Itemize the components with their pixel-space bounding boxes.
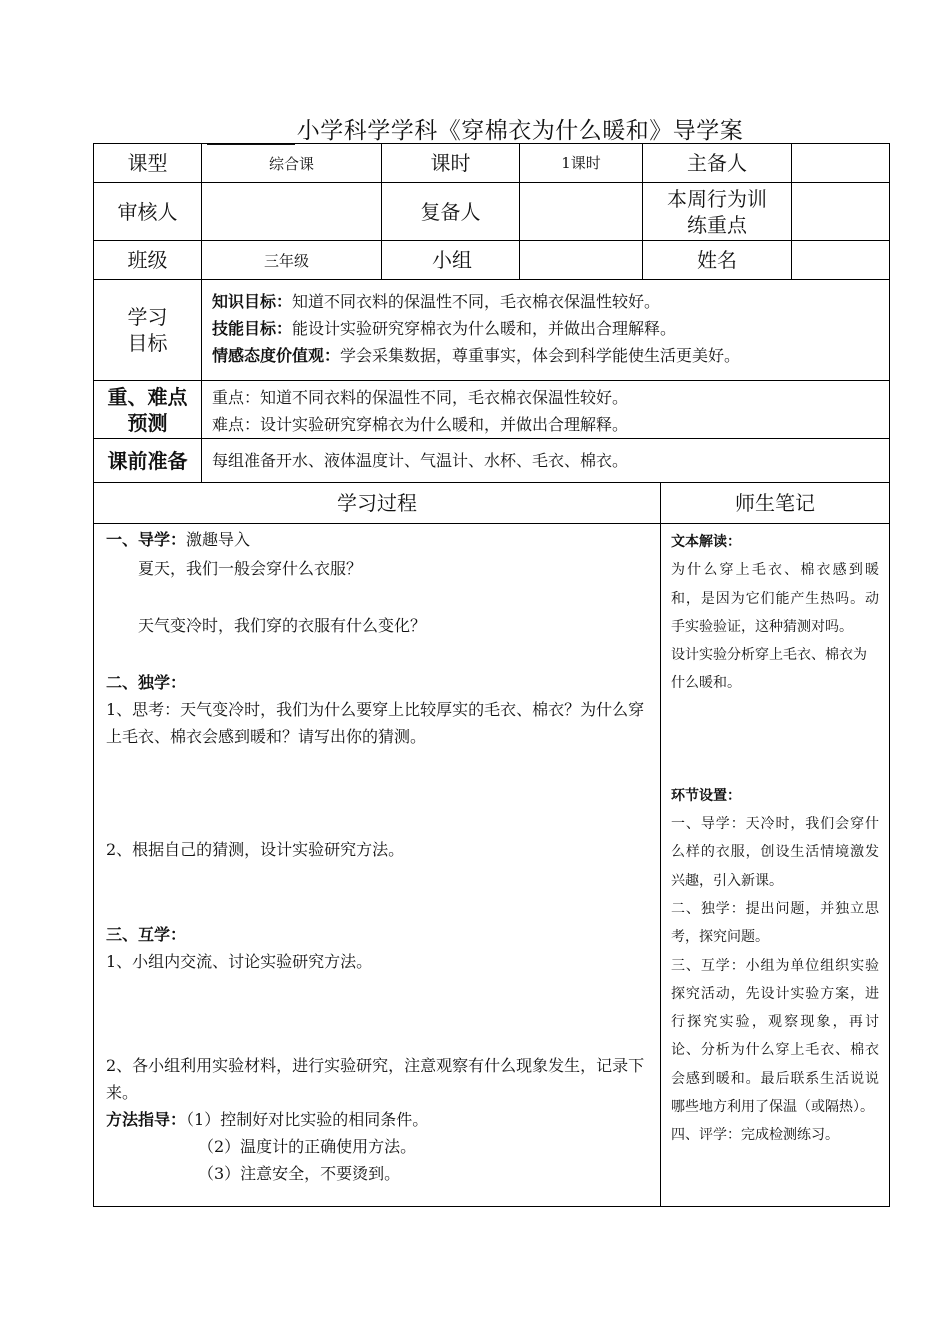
info-label-type: 课型 xyxy=(93,143,202,183)
prep-content: 每组准备开水、液体温度计、气温计、水杯、毛衣、棉衣。 xyxy=(201,438,890,483)
notes-body: 文本解读： 为什么穿上毛衣、棉衣感到暖和，是因为它们能产生热吗。动手实验验证，这种猜测对吗。 设计实验分析穿上毛衣、棉衣为什么暖和。 环节设置： 一、导学：天冷时，我们会穿什么样的衣服，创设生活情境激发兴趣，引入新课。 二、独学：提出问题，并独立思考，探究问题。 三、互学：小组为单位组织实验探究活动，先设计实验方案，进行探究实验，观察现象，再讨论、分析为什么穿上毛衣、棉衣会感到暖和。最后联系生活说说哪些地方利用了保温（或隔热）。 四、评学：完成检测练习。 xyxy=(660,523,890,1207)
info-value-author xyxy=(791,143,890,183)
info-label-class: 班级 xyxy=(93,240,202,280)
school-blank xyxy=(207,120,295,145)
info-label-group: 小组 xyxy=(381,240,520,280)
document-title: 小学科学学科《穿棉衣为什么暖和》导学案 xyxy=(0,112,950,145)
notes-header: 师生笔记 xyxy=(660,482,890,524)
goals-content: 知识目标：知道不同衣料的保温性不同，毛衣棉衣保温性较好。 技能目标：能设计实验研究穿棉衣为什么暖和，并做出合理解释。 情感态度价值观：学会采集数据，尊重事实，体会到科学能使生活更美好。 xyxy=(201,279,890,381)
info-value-period: 1课时 xyxy=(519,143,643,183)
info-label-reviewer: 审核人 xyxy=(93,182,202,241)
info-label-reprep: 复备人 xyxy=(381,182,520,241)
key-label: 重、难点预测 xyxy=(93,380,202,439)
info-value-reviewer xyxy=(201,182,382,241)
info-value-class: 三年级 xyxy=(201,240,382,280)
info-value-behavior xyxy=(791,182,890,241)
process-header: 学习过程 xyxy=(93,482,661,524)
key-content: 重点：知道不同衣料的保温性不同，毛衣棉衣保温性较好。 难点：设计实验研究穿棉衣为什么暖和，并做出合理解释。 xyxy=(201,380,890,439)
info-value-reprep xyxy=(519,182,643,241)
goals-label: 学习目标 xyxy=(93,279,202,381)
info-value-name xyxy=(791,240,890,280)
info-value-type: 综合课 xyxy=(201,143,382,183)
info-label-behavior: 本周行为训练重点 xyxy=(642,182,792,241)
info-label-name: 姓名 xyxy=(642,240,792,280)
process-body: 一、导学：激趣导入 夏天，我们一般会穿什么衣服？ 天气变冷时，我们穿的衣服有什么变化？ 二、独学： 1、思考：天气变冷时，我们为什么要穿上比较厚实的毛衣、棉衣？为什么穿上毛衣、棉衣会感到暖和？请写出你的猜测。 2、根据自己的猜测，设计实验研究方法。 三、互学： 1、小组内交流、讨论实验研究方法。 2、各小组利用实验材料，进行实验研究，注意观察有什么现象发生，记录下来。 方法指导：（1）控制好对比实验的相同条件。 （2）温度计的正确使用方法。 （3）注意安全，不要烫到。 xyxy=(93,523,661,1207)
info-value-group xyxy=(519,240,643,280)
info-label-author: 主备人 xyxy=(642,143,792,183)
info-label-period: 课时 xyxy=(381,143,520,183)
prep-label: 课前准备 xyxy=(93,438,202,483)
